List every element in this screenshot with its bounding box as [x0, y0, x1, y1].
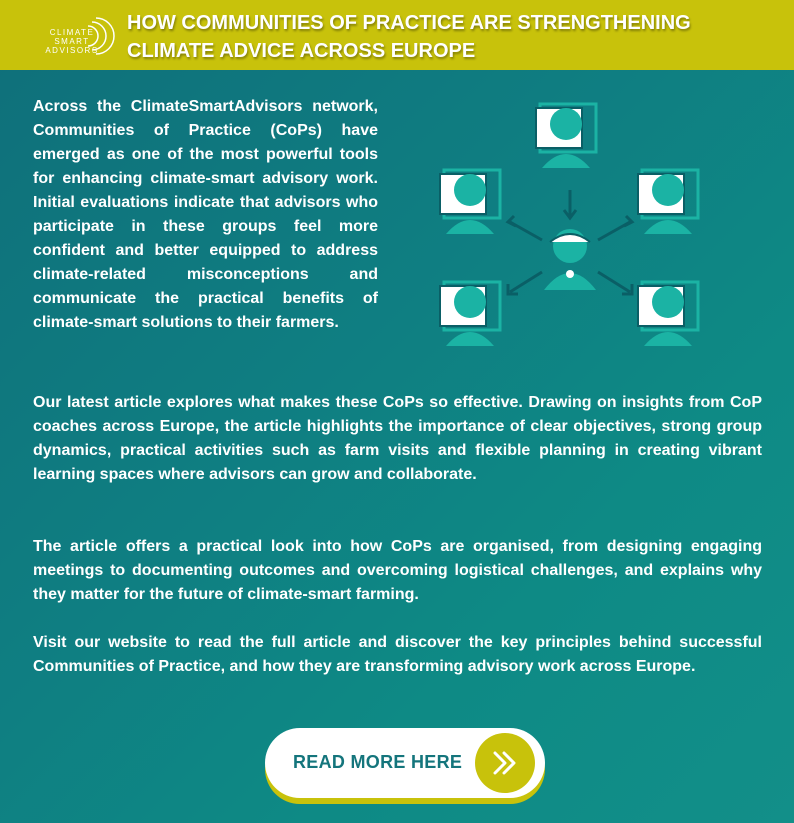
title-line-2: CLIMATE ADVICE ACROSS EUROPE: [127, 40, 476, 62]
person-upper-right-icon: [638, 170, 698, 234]
person-upper-left-icon: [440, 170, 500, 234]
person-lower-right-icon: [638, 282, 698, 346]
climate-smart-advisors-logo: [40, 14, 120, 58]
title-line-1: HOW COMMUNITIES OF PRACTICE ARE STRENGTHENING: [127, 12, 691, 34]
cta-arrow-circle[interactable]: [475, 733, 535, 793]
logo-arcs-icon: [84, 16, 118, 56]
header-banner: [0, 0, 794, 70]
logo-line-1: CLIMATE: [49, 28, 95, 37]
page-title: [127, 9, 777, 65]
read-more-button[interactable]: [265, 728, 545, 798]
logo-line-2: SMART: [54, 37, 90, 46]
double-chevron-right-icon: [491, 749, 519, 777]
intro-paragraph: Across the ClimateSmartAdvisors network, Communities of Practice (CoPs) have emerged as one of the most powerful tools for enhancing climate-smart advisory work. Initial evaluations indicate that advisors who participate in these groups feel more confident and better equipped to address climate-related misconceptions and communicate the practical benefits of climate-smart solutions to their farmers.: [33, 98, 378, 331]
read-more-label: READ MORE HERE: [293, 752, 463, 772]
logo-line-3: ADVISORS: [45, 46, 99, 55]
community-network-icon: [430, 100, 720, 370]
person-top-icon: [536, 104, 596, 168]
call-to-action-paragraph: Visit our website to read the full article and discover the key principles behind successful Communities of Practice, and how they are transforming advisory work across Europe.: [33, 634, 762, 675]
center-person-icon: [544, 229, 596, 290]
article-summary-paragraph: Our latest article explores what makes these CoPs so effective. Drawing on insights from CoP coaches across Europe, the article highlights the importance of clear objectives, strong group dynamics, practical activities such as farm visits and flexible planning in creating vibrant learning spaces where advisors can grow and collaborate.: [33, 394, 762, 483]
person-lower-left-icon: [440, 282, 500, 346]
article-details-paragraph: The article offers a practical look into how CoPs are organised, from designing engaging meetings to documenting outcomes and overcoming logistical challenges, and explains why they matter for the future of climate-smart farming.: [33, 538, 762, 603]
